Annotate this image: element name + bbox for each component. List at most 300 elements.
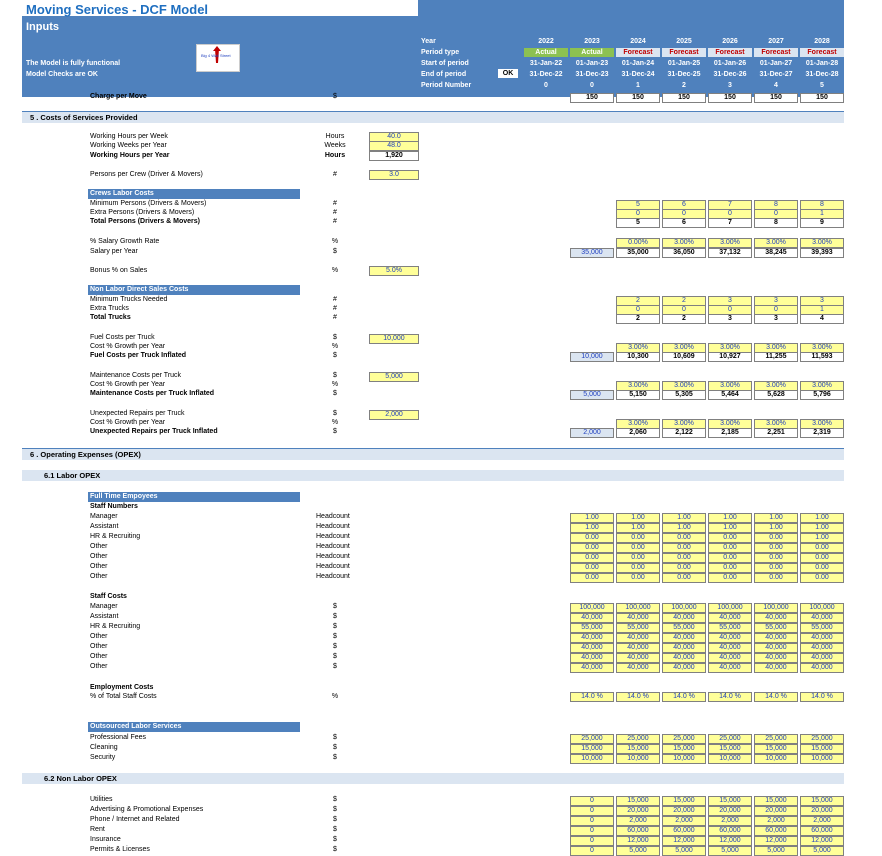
- data-cell: 2,122: [662, 428, 706, 438]
- data-cell[interactable]: 15,000: [616, 796, 660, 806]
- data-cell[interactable]: 1: [800, 209, 844, 219]
- data-cell[interactable]: 25,000: [754, 734, 798, 744]
- data-cell[interactable]: 0: [570, 846, 614, 856]
- staff-cost-label: Manager: [90, 603, 118, 610]
- status-checks: Model Checks are OK: [26, 71, 98, 78]
- data-cell[interactable]: 40,000: [708, 643, 752, 653]
- charge-cell: 150: [754, 93, 798, 103]
- row-unit: #: [333, 305, 337, 312]
- data-cell[interactable]: 25,000: [570, 734, 614, 744]
- row-unit: %: [331, 238, 339, 245]
- row-label: Cost % Growth per Year: [90, 419, 166, 426]
- data-cell[interactable]: 15,000: [616, 744, 660, 754]
- subsection-6-1-header: [22, 470, 844, 481]
- data-cell[interactable]: 0.00: [754, 563, 798, 573]
- data-cell[interactable]: 1: [800, 305, 844, 315]
- data-cell[interactable]: 3.00%: [754, 238, 798, 248]
- staff-cost-label: HR & Recruiting: [90, 623, 141, 630]
- data-cell: 9: [800, 218, 844, 228]
- data-cell[interactable]: 60,000: [708, 826, 752, 836]
- data-cell[interactable]: 1.00: [754, 523, 798, 533]
- data-cell[interactable]: 55,000: [616, 623, 660, 633]
- data-cell: 2,319: [800, 428, 844, 438]
- data-cell[interactable]: 100,000: [616, 603, 660, 613]
- data-cell[interactable]: 2,000: [754, 816, 798, 826]
- data-cell[interactable]: 14.0 %: [754, 692, 798, 702]
- data-cell[interactable]: 25,000: [616, 734, 660, 744]
- data-cell: 38,245: [754, 248, 798, 258]
- period-type-badge: Forecast: [662, 48, 706, 57]
- data-cell[interactable]: 5,000: [800, 846, 844, 856]
- period-type-badge: Forecast: [708, 48, 752, 57]
- row-unit: #: [333, 200, 337, 207]
- data-cell[interactable]: 20,000: [662, 806, 706, 816]
- crews-labor-costs-bar: [88, 189, 300, 199]
- nonlabor-unit: $: [333, 836, 337, 843]
- data-cell[interactable]: 0.00: [570, 573, 614, 583]
- data-cell[interactable]: 10,000: [616, 754, 660, 764]
- base-value-cell: 2,000: [570, 428, 614, 438]
- data-cell[interactable]: 25,000: [800, 734, 844, 744]
- data-cell[interactable]: 40,000: [662, 633, 706, 643]
- weeks-year-label: Working Weeks per Year: [90, 142, 167, 149]
- data-cell[interactable]: 3.00%: [800, 381, 844, 391]
- data-cell[interactable]: 0.00: [570, 533, 614, 543]
- year-header: 2024: [630, 38, 646, 45]
- data-cell[interactable]: 25,000: [708, 734, 752, 744]
- bonus-input[interactable]: 5.0%: [369, 266, 419, 276]
- data-cell[interactable]: 5: [616, 200, 660, 210]
- data-cell: 39,393: [800, 248, 844, 258]
- data-cell[interactable]: 0.00: [616, 573, 660, 583]
- data-cell: 7: [708, 218, 752, 228]
- nonlabor-label: Utilities: [90, 796, 113, 803]
- data-cell[interactable]: 0.00: [662, 563, 706, 573]
- data-cell[interactable]: 3.00%: [708, 343, 752, 353]
- employment-label: % of Total Staff Costs: [90, 693, 157, 700]
- status-functional: The Model is fully functional: [26, 60, 121, 67]
- nonlabor-unit: $: [333, 846, 337, 853]
- data-cell[interactable]: 0: [616, 305, 660, 315]
- row-unit: #: [333, 314, 337, 321]
- data-cell[interactable]: 0: [570, 796, 614, 806]
- base-value-cell: 5,000: [570, 390, 614, 400]
- data-cell[interactable]: 40,000: [800, 653, 844, 663]
- data-cell[interactable]: 60,000: [662, 826, 706, 836]
- data-cell[interactable]: 0.00: [616, 543, 660, 553]
- period-type-badge: Actual: [524, 48, 568, 57]
- data-cell[interactable]: 0.00: [754, 543, 798, 553]
- row-label: Unexpected Repairs per Truck: [90, 410, 185, 417]
- data-cell[interactable]: 0.00: [800, 573, 844, 583]
- hours-year-unit: Hours: [324, 152, 346, 159]
- data-cell[interactable]: 0.00: [800, 553, 844, 563]
- staff-cost-unit: $: [333, 633, 337, 640]
- crews-labor-costs-title: Crews Labor Costs: [90, 190, 154, 197]
- data-cell: 5,150: [616, 390, 660, 400]
- nonlabor-label: Advertising & Promotional Expenses: [90, 806, 204, 813]
- data-cell[interactable]: 40,000: [570, 643, 614, 653]
- data-cell: 5,628: [754, 390, 798, 400]
- data-cell[interactable]: 0.00: [662, 553, 706, 563]
- outsourced-label: Security: [90, 754, 116, 761]
- data-cell[interactable]: 1.00: [616, 523, 660, 533]
- data-cell[interactable]: 3.00%: [800, 419, 844, 429]
- data-cell: 5: [616, 218, 660, 228]
- data-cell[interactable]: 10,000: [570, 754, 614, 764]
- data-cell[interactable]: 20,000: [616, 806, 660, 816]
- staff-cost-label: Other: [90, 653, 108, 660]
- headcount-unit: Headcount: [316, 553, 350, 560]
- data-cell[interactable]: 60,000: [754, 826, 798, 836]
- staff-cost-unit: $: [333, 663, 337, 670]
- data-cell[interactable]: 0.00: [616, 533, 660, 543]
- data-cell[interactable]: 0.00: [662, 573, 706, 583]
- hours-week-unit: Hours: [325, 133, 345, 140]
- data-cell[interactable]: 1.00: [708, 523, 752, 533]
- data-cell[interactable]: 0.00: [754, 573, 798, 583]
- data-cell[interactable]: 0.00: [616, 553, 660, 563]
- data-cell[interactable]: 55,000: [662, 623, 706, 633]
- data-cell[interactable]: 40,000: [708, 613, 752, 623]
- data-cell[interactable]: 40,000: [662, 613, 706, 623]
- headcount-unit: Headcount: [316, 533, 350, 540]
- headcount-unit: Headcount: [316, 513, 350, 520]
- data-cell[interactable]: 40,000: [708, 653, 752, 663]
- data-cell[interactable]: 7: [708, 200, 752, 210]
- data-cell[interactable]: 15,000: [570, 744, 614, 754]
- data-cell[interactable]: 40,000: [570, 663, 614, 673]
- hours-week-label: Working Hours per Week: [90, 133, 168, 140]
- data-cell[interactable]: 1.00: [754, 513, 798, 523]
- outsourced-unit: $: [333, 734, 337, 741]
- data-cell[interactable]: 40,000: [800, 613, 844, 623]
- maintenance-cost-input[interactable]: 5,000: [369, 372, 419, 382]
- data-cell[interactable]: 15,000: [754, 744, 798, 754]
- weeks-year-input[interactable]: 48.0: [369, 141, 419, 151]
- data-cell[interactable]: 10,000: [800, 754, 844, 764]
- data-cell[interactable]: 0.00: [708, 553, 752, 563]
- persons-crew-input[interactable]: 3.0: [369, 170, 419, 180]
- data-cell[interactable]: 0: [570, 816, 614, 826]
- headcount-label: Other: [90, 553, 108, 560]
- data-cell[interactable]: 5,000: [708, 846, 752, 856]
- headcount-label: Other: [90, 543, 108, 550]
- data-cell[interactable]: 0: [708, 209, 752, 219]
- data-cell[interactable]: 14.0 %: [616, 692, 660, 702]
- data-cell[interactable]: 3.00%: [800, 343, 844, 353]
- data-cell[interactable]: 10,000: [754, 754, 798, 764]
- data-cell[interactable]: 5,000: [662, 846, 706, 856]
- data-cell[interactable]: 3.00%: [800, 238, 844, 248]
- row-unit: %: [331, 419, 339, 426]
- data-cell[interactable]: 2: [662, 296, 706, 306]
- data-cell[interactable]: 0.00: [800, 543, 844, 553]
- data-cell[interactable]: 1.00: [616, 513, 660, 523]
- data-cell[interactable]: 0.00: [754, 553, 798, 563]
- staff-cost-label: Other: [90, 663, 108, 670]
- data-cell[interactable]: 3.00%: [708, 381, 752, 391]
- data-cell[interactable]: 3.00%: [754, 381, 798, 391]
- staff-cost-unit: $: [333, 613, 337, 620]
- data-cell[interactable]: 15,000: [754, 796, 798, 806]
- data-cell[interactable]: 40,000: [616, 663, 660, 673]
- data-cell[interactable]: 14.0 %: [800, 692, 844, 702]
- data-cell: 37,132: [708, 248, 752, 258]
- data-cell[interactable]: 40,000: [662, 643, 706, 653]
- fuel-cost-input[interactable]: 10,000: [369, 334, 419, 344]
- data-cell[interactable]: 40,000: [754, 653, 798, 663]
- charge-cell: 150: [616, 93, 660, 103]
- data-cell[interactable]: 40,000: [800, 633, 844, 643]
- page-title: Moving Services - DCF Model: [26, 2, 209, 17]
- data-cell[interactable]: 3.00%: [662, 343, 706, 353]
- data-cell[interactable]: 1.00: [708, 513, 752, 523]
- data-cell: 11,593: [800, 352, 844, 362]
- data-cell[interactable]: 3: [754, 296, 798, 306]
- data-cell[interactable]: 0.00%: [616, 238, 660, 248]
- data-cell[interactable]: 100,000: [570, 603, 614, 613]
- data-cell[interactable]: 0: [662, 305, 706, 315]
- period-number: 4: [774, 82, 778, 89]
- charge-unit: $: [333, 93, 337, 100]
- start-date: 01-Jan-23: [575, 60, 609, 67]
- data-cell[interactable]: 100,000: [800, 603, 844, 613]
- year-header: 2025: [676, 38, 692, 45]
- bonus-label: Bonus % on Sales: [90, 267, 148, 274]
- employment-costs-title: Employment Costs: [90, 684, 154, 691]
- data-cell[interactable]: 20,000: [800, 806, 844, 816]
- data-cell[interactable]: 40,000: [616, 653, 660, 663]
- data-cell[interactable]: 40,000: [754, 643, 798, 653]
- data-cell[interactable]: 15,000: [708, 796, 752, 806]
- company-logo: [196, 44, 240, 72]
- data-cell[interactable]: 1.00: [800, 523, 844, 533]
- end-date: 31-Dec-26: [713, 71, 747, 78]
- data-cell[interactable]: 2,000: [708, 816, 752, 826]
- data-cell[interactable]: 3.00%: [708, 238, 752, 248]
- data-cell[interactable]: 1.00: [662, 523, 706, 533]
- data-cell: 2: [662, 314, 706, 324]
- data-cell[interactable]: 3.00%: [662, 238, 706, 248]
- data-cell[interactable]: 3.00%: [754, 419, 798, 429]
- data-cell[interactable]: 40,000: [616, 633, 660, 643]
- data-cell[interactable]: 40,000: [708, 633, 752, 643]
- subsection-6-1-title: 6.1 Labor OPEX: [44, 471, 101, 480]
- data-cell[interactable]: 0.00: [570, 553, 614, 563]
- data-cell[interactable]: 0: [570, 836, 614, 846]
- outsourced-labor-title: Outsourced Labor Services: [90, 723, 182, 730]
- charge-label: Charge per Move: [90, 93, 147, 100]
- data-cell[interactable]: 2,000: [800, 816, 844, 826]
- data-cell[interactable]: 0.00: [800, 563, 844, 573]
- charge-cell: 150: [708, 93, 752, 103]
- data-cell[interactable]: 0: [754, 305, 798, 315]
- data-cell[interactable]: 2: [616, 296, 660, 306]
- data-cell[interactable]: 40,000: [570, 633, 614, 643]
- logo-text: Big 4 Wall Street: [201, 53, 231, 58]
- data-cell[interactable]: 15,000: [800, 796, 844, 806]
- data-cell[interactable]: 20,000: [708, 806, 752, 816]
- row-label: Total Trucks: [90, 314, 131, 321]
- data-cell[interactable]: 40,000: [754, 663, 798, 673]
- year-header: 2027: [768, 38, 784, 45]
- data-cell[interactable]: 0.00: [708, 573, 752, 583]
- data-cell[interactable]: 100,000: [708, 603, 752, 613]
- data-cell[interactable]: 10,000: [708, 754, 752, 764]
- outsourced-label: Cleaning: [90, 744, 118, 751]
- headcount-unit: Headcount: [316, 543, 350, 550]
- data-cell[interactable]: 55,000: [800, 623, 844, 633]
- data-cell[interactable]: 0.00: [662, 543, 706, 553]
- data-cell[interactable]: 40,000: [570, 613, 614, 623]
- headcount-label: Other: [90, 573, 108, 580]
- data-cell[interactable]: 14.0 %: [662, 692, 706, 702]
- nonlabor-unit: $: [333, 826, 337, 833]
- nonlabor-label: Permits & Licenses: [90, 846, 150, 853]
- data-cell[interactable]: 100,000: [754, 603, 798, 613]
- data-cell[interactable]: 3.00%: [662, 419, 706, 429]
- data-cell[interactable]: 12,000: [662, 836, 706, 846]
- data-cell[interactable]: 6: [662, 200, 706, 210]
- data-cell[interactable]: 55,000: [570, 623, 614, 633]
- hours-year-label: Working Hours per Year: [90, 152, 170, 159]
- persons-crew-unit: #: [333, 171, 337, 178]
- data-cell: 4: [800, 314, 844, 324]
- nonlabor-label: Phone / Internet and Related: [90, 816, 180, 823]
- data-cell[interactable]: 60,000: [800, 826, 844, 836]
- data-cell[interactable]: 0: [570, 826, 614, 836]
- data-cell[interactable]: 40,000: [708, 663, 752, 673]
- row-label-period-number: Period Number: [421, 82, 472, 89]
- data-cell[interactable]: 14.0 %: [708, 692, 752, 702]
- weeks-year-unit: Weeks: [324, 142, 346, 149]
- data-cell[interactable]: 2,000: [662, 816, 706, 826]
- data-cell[interactable]: 10,000: [662, 754, 706, 764]
- row-label: Maintenance Costs per Truck: [90, 372, 182, 379]
- data-cell[interactable]: 3.00%: [616, 419, 660, 429]
- staff-cost-label: Other: [90, 633, 108, 640]
- data-cell[interactable]: 8: [754, 200, 798, 210]
- data-cell[interactable]: 0.00: [570, 543, 614, 553]
- data-cell[interactable]: 40,000: [800, 663, 844, 673]
- data-cell[interactable]: 3.00%: [708, 419, 752, 429]
- row-label: Minimum Trucks Needed: [90, 296, 168, 303]
- outsourced-label: Professional Fees: [90, 734, 147, 741]
- data-cell[interactable]: 40,000: [616, 613, 660, 623]
- data-cell[interactable]: 0.00: [616, 563, 660, 573]
- data-cell[interactable]: 0.00: [708, 533, 752, 543]
- nonlabor-unit: $: [333, 796, 337, 803]
- data-cell[interactable]: 15,000: [662, 744, 706, 754]
- data-cell: 5,305: [662, 390, 706, 400]
- data-cell[interactable]: 12,000: [754, 836, 798, 846]
- row-label: Cost % Growth per Year: [90, 343, 166, 350]
- repairs-cost-input[interactable]: 2,000: [369, 410, 419, 420]
- data-cell[interactable]: 0.00: [708, 563, 752, 573]
- data-cell[interactable]: 8: [800, 200, 844, 210]
- data-cell[interactable]: 0.00: [662, 533, 706, 543]
- data-cell: 5,796: [800, 390, 844, 400]
- data-cell[interactable]: 40,000: [662, 653, 706, 663]
- data-cell[interactable]: 3: [708, 296, 752, 306]
- data-cell[interactable]: 0: [570, 806, 614, 816]
- data-cell[interactable]: 40,000: [570, 653, 614, 663]
- data-cell[interactable]: 0.00: [708, 543, 752, 553]
- data-cell[interactable]: 3.00%: [616, 381, 660, 391]
- start-date: 01-Jan-28: [805, 60, 839, 67]
- staff-cost-unit: $: [333, 603, 337, 610]
- data-cell[interactable]: 40,000: [800, 643, 844, 653]
- data-cell[interactable]: 15,000: [800, 744, 844, 754]
- data-cell[interactable]: 3.00%: [754, 343, 798, 353]
- data-cell[interactable]: 3: [800, 296, 844, 306]
- data-cell[interactable]: 60,000: [616, 826, 660, 836]
- data-cell[interactable]: 12,000: [800, 836, 844, 846]
- staff-numbers-title: Staff Numbers: [90, 503, 138, 510]
- data-cell: 10,927: [708, 352, 752, 362]
- data-cell[interactable]: 3.00%: [616, 343, 660, 353]
- data-cell[interactable]: 0: [754, 209, 798, 219]
- data-cell[interactable]: 15,000: [662, 796, 706, 806]
- data-cell[interactable]: 15,000: [708, 744, 752, 754]
- data-cell[interactable]: 12,000: [708, 836, 752, 846]
- headcount-unit: Headcount: [316, 523, 350, 530]
- data-cell[interactable]: 14.0 %: [570, 692, 614, 702]
- data-cell[interactable]: 1.00: [570, 523, 614, 533]
- row-label-year: Year: [421, 38, 436, 45]
- data-cell[interactable]: 25,000: [662, 734, 706, 744]
- data-cell[interactable]: 0: [708, 305, 752, 315]
- data-cell[interactable]: 0.00: [570, 563, 614, 573]
- section-5-header: [22, 111, 844, 123]
- period-number: 2: [682, 82, 686, 89]
- hours-week-input[interactable]: 40.0: [369, 132, 419, 142]
- data-cell[interactable]: 40,000: [754, 633, 798, 643]
- data-cell[interactable]: 55,000: [754, 623, 798, 633]
- data-cell[interactable]: 2,000: [616, 816, 660, 826]
- data-cell[interactable]: 1.00: [570, 513, 614, 523]
- data-cell[interactable]: 1.00: [800, 513, 844, 523]
- non-labor-direct-costs-bar: [88, 285, 300, 295]
- end-date: 31-Dec-23: [575, 71, 609, 78]
- end-date: 31-Dec-25: [667, 71, 701, 78]
- data-cell[interactable]: 40,000: [616, 643, 660, 653]
- data-cell[interactable]: 5,000: [616, 846, 660, 856]
- year-header: 2023: [584, 38, 600, 45]
- end-date: 31-Dec-24: [621, 71, 655, 78]
- staff-cost-unit: $: [333, 643, 337, 650]
- data-cell[interactable]: 1.00: [662, 513, 706, 523]
- non-labor-direct-costs-title: Non Labor Direct Sales Costs: [90, 286, 189, 293]
- data-cell[interactable]: 0: [616, 209, 660, 219]
- headcount-label: Other: [90, 563, 108, 570]
- section-6-header: [22, 448, 844, 460]
- data-cell[interactable]: 1.00: [800, 533, 844, 543]
- data-cell[interactable]: 40,000: [662, 663, 706, 673]
- data-cell: 36,050: [662, 248, 706, 258]
- data-cell[interactable]: 3.00%: [662, 381, 706, 391]
- data-cell[interactable]: 55,000: [708, 623, 752, 633]
- data-cell[interactable]: 0.00: [754, 533, 798, 543]
- data-cell[interactable]: 40,000: [754, 613, 798, 623]
- data-cell[interactable]: 20,000: [754, 806, 798, 816]
- data-cell[interactable]: 12,000: [616, 836, 660, 846]
- data-cell[interactable]: 100,000: [662, 603, 706, 613]
- data-cell[interactable]: 5,000: [754, 846, 798, 856]
- data-cell[interactable]: 0: [662, 209, 706, 219]
- staff-cost-label: Assistant: [90, 613, 119, 620]
